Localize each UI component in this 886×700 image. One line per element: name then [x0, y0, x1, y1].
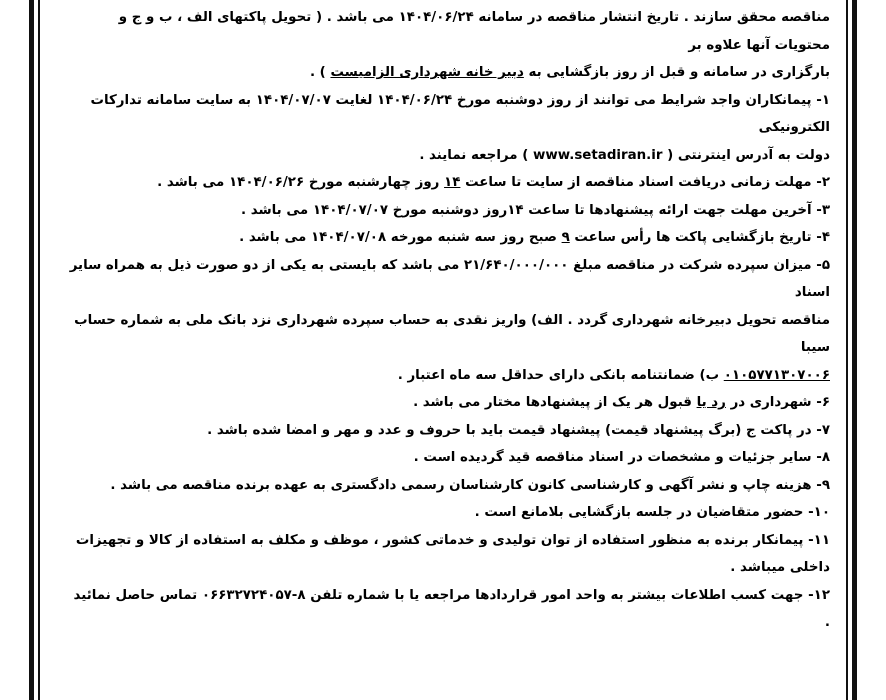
item-6-reject: رد یا — [696, 395, 726, 410]
item-12: ۱۲- جهت کسب اطلاعات بیشتر به واحد امور قراردادها مراجعه یا با شماره تلفن ۸-۰۶۶۳۲۷۲۴۰۵۷ تماس حاصل نمائید . — [73, 587, 830, 630]
item-10: ۱۰- حضور متقاضیان در جلسه بازگشایی بلامانع است . — [474, 505, 830, 520]
item-11: ۱۱- پیمانکار برنده به منظور استفاده از توان تولیدی و خدماتی کشور ، موظف و مکلف به استفاده از کالا و تجهیزات داخلی میباشد . — [75, 532, 830, 575]
item-6-text-c: قبول هر یک از پیشنهادها مختار می باشد . — [413, 395, 697, 410]
item-1-line-2: دولت به آدرس اینترنتی ( www.setadiran.ir ) مراجعه نمایند . — [419, 147, 830, 163]
intro-text-close: ) . — [309, 65, 331, 80]
item-1-line-1: ۱- پیمانکاران واجد شرایط می توانند از روز دوشنبه مورخ ۱۴۰۴/۰۶/۲۴ لغایت ۱۴۰۴/۰۷/۰۷ به سایت سامانه تدارکات الکترونیکی — [90, 92, 830, 135]
frame-border-right-outer — [852, 0, 857, 700]
item-4-text-c: صبح روز سه شنبه مورخه ۱۴۰۴/۰۷/۰۸ می باشد . — [239, 230, 562, 245]
item-2-text-a: ۲- مهلت زمانی دریافت اسناد مناقصه از سایت تا ساعت — [460, 175, 830, 190]
item-5-text-b: ب) ضمانتنامه بانکی دارای حداقل سه ماه اعتبار . — [397, 367, 724, 383]
item-4-hour: ۹ — [561, 230, 570, 245]
item-9: ۹- هزینه چاپ و نشر آگهی و کارشناسی کانون کارشناسان رسمی دادگستری به عهده برنده مناقصه می باشد . — [110, 477, 830, 493]
tender-notice-body — [68, 4, 830, 637]
intro-text-plain: مناقصه محقق سازند . تاریخ انتشار مناقصه در سامانه ۱۴۰۴/۰۶/۲۴ می باشد . ( — [315, 10, 830, 25]
item-5-line-3 — [68, 362, 830, 390]
frame-border-right-inner — [846, 0, 848, 700]
frame-border-left-outer — [29, 0, 34, 700]
intro-line-2 — [68, 59, 830, 87]
intro-text-emphasis: تحویل پاکتهای الف ، ب و ج و محتویات آنها علاوه بر — [118, 10, 830, 53]
item-5-account-number: ۰۱۰۵۷۷۱۳۰۷۰۰۶ — [723, 367, 830, 383]
item-5-line-2: مناقصه تحویل دبیرخانه شهرداری گردد . الف) واریز نقدی به حساب سپرده شهرداری نزد بانک ملی به شماره حساب سیبا — [74, 312, 830, 355]
item-6-text-a: ۶- شهرداری در — [725, 395, 830, 410]
item-7: ۷- در پاکت ج (برگ پیشنهاد قیمت) پیشنهاد قیمت باید با حروف و عدد و مهر و امضا شده باشد . — [207, 422, 830, 438]
item-5-line-1: ۵- میزان سپرده شرکت در مناقصه مبلغ ۲۱/۶۴۰/۰۰۰/۰۰۰ می باشد که بایستی به یکی از دو صورت ذیل به همراه سایر اسناد — [69, 257, 830, 300]
item-3: ۳- آخرین مهلت جهت ارائه پیشنهادها تا ساعت ۱۴روز دوشنبه مورخ ۱۴۰۴/۰۷/۰۷ می باشد . — [241, 202, 830, 218]
item-4 — [68, 224, 830, 252]
item-2 — [68, 169, 830, 197]
item-8: ۸- سایر جزئیات و مشخصات در اسناد مناقصه قید گردیده است . — [413, 450, 830, 465]
frame-border-left-inner — [38, 0, 40, 700]
item-6 — [68, 389, 830, 417]
item-2-text-c: روز چهارشنبه مورخ ۱۴۰۴/۰۶/۲۶ می باشد . — [157, 175, 445, 190]
intro-text-emphasis-2: بارگزاری در سامانه و قبل از روز بازگشایی به — [523, 65, 830, 80]
item-4-text-a: ۴- تاریخ بازگشایی پاکت ها رأس ساعت — [569, 230, 830, 245]
item-2-hour: ۱۴ — [444, 175, 461, 190]
intro-text-underlined: دبیر خانه شهرداری الزامیست — [330, 65, 524, 80]
intro-line-1 — [68, 4, 830, 59]
